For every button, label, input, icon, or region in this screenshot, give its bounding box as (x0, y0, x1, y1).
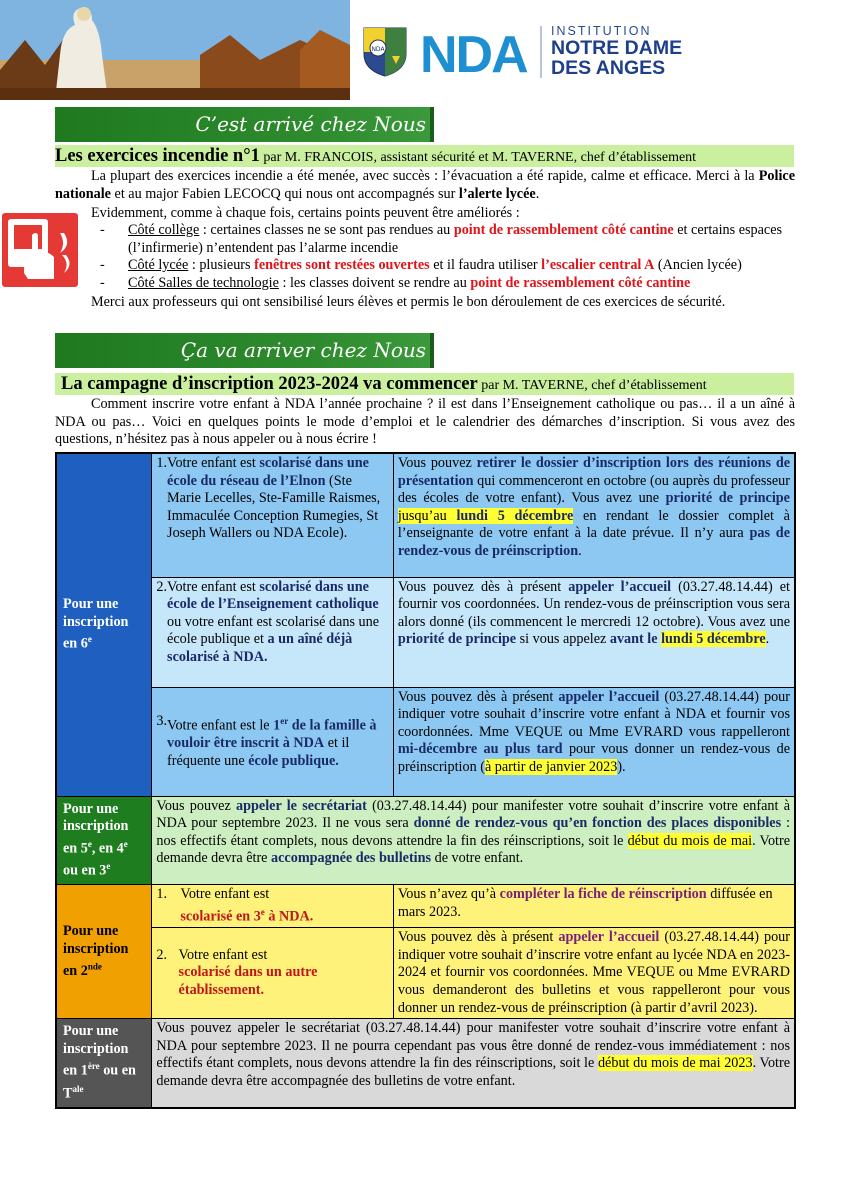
banner-happened-text: C’est arrivé chez Nous (195, 112, 426, 136)
section-registration-title (55, 373, 794, 395)
nda-logo (420, 24, 538, 80)
table-row (56, 928, 795, 1019)
section-title: La campagne d’inscription 2023-2024 va commencer (61, 374, 478, 394)
cell-college-answer: Vous pouvez appeler le secrétariat (03.27.48.14.44) pour manifester votre souhait d’inscrire votre enfant à NDA pour septembre 2023. Il ne vous sera donné de rendez-vous qu’en fonction des places disponibles : nos effectifs étant complets, nous devons attendre la fin des réinscriptions, soit le début du mois de mai. Votre demande devra être accompagnée des bulletins de votre enfant. (152, 796, 795, 885)
label-5e-4e-3e: Pour une inscription en 5e, en 4e ou en 3e (56, 796, 152, 885)
fire-drills-paragraph: La plupart des exercices incendie a été menée, avec succès : l’évacuation a été rapide, calme et efficace. Merci à la Police nationale et au major Fabien LECOCQ qui nous ont accompagnés sur l’alerte lycée. (55, 168, 795, 202)
cell-2nde-answer1: Vous n’avez qu’à compléter la fiche de réinscription diffusée en mars 2023. (393, 885, 795, 928)
registration-table (55, 452, 796, 1109)
logo-divider (540, 26, 542, 78)
cell-6e-case1: 1. Votre enfant est scolarisé dans une école du réseau de l’Elnon (Ste Marie Lecelles, Ste-Famille Raismes, Immaculée Conception Rumegies, St Joseph Wallers ou NDA Ecole). (152, 453, 393, 577)
crest-text: NDA (371, 46, 385, 53)
cell-6e-answer2: Vous pouvez dès à présent appeler l’accueil (03.27.48.14.44) et fournir vos coordonnées. Un rendez-vous de préinscription vous sera alors donné (ils commencent le mercredi 12 octobre). Vous avez une priorité de principe si vous appelez avant le lundi 5 décembre. (393, 577, 795, 687)
table-row (56, 796, 795, 885)
improvements-intro: Evidemment, comme à chaque fois, certains points peuvent être améliorés : (91, 205, 520, 221)
banner-upcoming-text: Ça va arriver chez Nous (180, 338, 426, 362)
cell-6e-case3: 3. Votre enfant est le 1er de la famille à vouloir être inscrit à NDA et il fréquente une école publique. (152, 687, 393, 796)
table-row (56, 687, 795, 796)
section-byline: par M. TAVERNE, chef d’établissement (477, 378, 707, 393)
institution-line3: DES ANGES (551, 57, 666, 79)
crest-logo (362, 26, 408, 78)
section-fire-drills-title (55, 145, 794, 167)
cell-lycee-answer: Vous pouvez appeler le secrétariat (03.27.48.14.44) pour manifester votre souhait d’inscrire votre enfant à NDA pour septembre 2023. Il ne pourra cependant pas vous être donné de rendez-vous immédiatement : nos effectifs étant complets, nous devons attendre la fin des réinscriptions, soit le début du mois de mai 2023. Votre demande devra être accompagnée des bulletins de votre enfant. (152, 1019, 795, 1108)
statue-image (0, 0, 350, 100)
list-item: - Côté Salles de technologie : les classes doivent se rendre au point de rassemblement côté cantine (100, 274, 691, 291)
nda-logo-text: NDA (420, 26, 527, 80)
table-row (56, 1019, 795, 1108)
cell-2nde-case1: 1. Votre enfant est scolarisé en 3e à NDA. (152, 885, 393, 928)
table-row (56, 453, 795, 577)
cell-6e-answer1: Vous pouvez retirer le dossier d’inscription lors des réunions de présentation qui commenceront en octobre (ou auprès du professeur des écoles de votre enfant). Vous avez une priorité de principe jusqu’au lundi 5 décembre en rendant le dossier complet à l’enseignante de votre enfant à la date prévue. Il n’y aura pas de rendez-vous de préinscription. (393, 453, 795, 577)
improvements-list (100, 222, 800, 292)
registration-intro: Comment inscrire votre enfant à NDA l’année prochaine ? il est dans l’Enseignement catholique ou pas… il a un aîné à NDA ou pas… Voici en quelques points le mode d’emploi et le calendrier des démarches d’inscription. Si vous avez des questions, n’hésitez pas à nous appeler ou à nous écrire ! (55, 396, 795, 448)
table-row (56, 885, 795, 928)
label-6e: Pour une inscription en 6e (56, 453, 152, 796)
cell-2nde-answer2: Vous pouvez dès à présent appeler l’accueil (03.27.48.14.44) pour indiquer votre souhait d’inscrire votre enfant au lycée NDA en 2023-2024 et fournir vos coordonnées. Mme VEQUE ou Mme EVRARD vous demanderont des bulletins et vous rappelleront pour vous donner un rendez-vous de préinscription (à partir d’avril 2023). (393, 928, 795, 1019)
institution-line2: NOTRE DAME (551, 37, 683, 59)
cell-2nde-case2: 2. Votre enfant est scolarisé dans un autre établissement. (152, 928, 393, 1019)
table-row (56, 577, 795, 687)
header-photo (0, 0, 350, 100)
institution-name (551, 24, 682, 78)
cell-6e-case2: 2. Votre enfant est scolarisé dans une école de l’Enseignement catholique ou votre enfant est scolarisé dans une école publique et a un aîné déjà scolarisé à NDA. (152, 577, 393, 687)
label-1ere-tale: Pour une inscription en 1ère ou en $T^{ale}$ (56, 1019, 152, 1108)
list-item: - Côté collège : certaines classes ne se sont pas rendues au point de rassemblement côté cantine et certains espaces (l’infirmerie) n’entendent pas l’alarme incendie (100, 222, 783, 256)
list-item: - Côté lycée : plusieurs fenêtres sont restées ouvertes et il faudra utiliser l’escalier central A (Ancien lycée) (100, 257, 742, 274)
thanks-paragraph: Merci aux professeurs qui ont sensibilisé leurs élèves et permis le bon déroulement de ces exercices de sécurité. (91, 294, 726, 310)
section-byline: par M. FRANCOIS, assistant sécurité et M. TAVERNE, chef d’établissement (259, 150, 697, 165)
cell-6e-answer3: Vous pouvez dès à présent appeler l’accueil (03.27.48.14.44) pour indiquer votre souhait d’inscrire votre enfant à NDA et fournir vos coordonnées. Mme VEQUE ou Mme EVRARD vous rappelleront mi-décembre au plus tard pour vous donner un rendez-vous de préinscription (à partir de janvier 2023). (393, 687, 795, 796)
banner-upcoming (55, 333, 432, 368)
label-2nde: Pour une inscription en 2nde (56, 885, 152, 1019)
banner-happened (55, 107, 432, 142)
institution-line1: INSTITUTION (551, 24, 652, 38)
fire-alarm-icon (2, 213, 78, 287)
section-title: Les exercices incendie n°1 (55, 146, 260, 166)
